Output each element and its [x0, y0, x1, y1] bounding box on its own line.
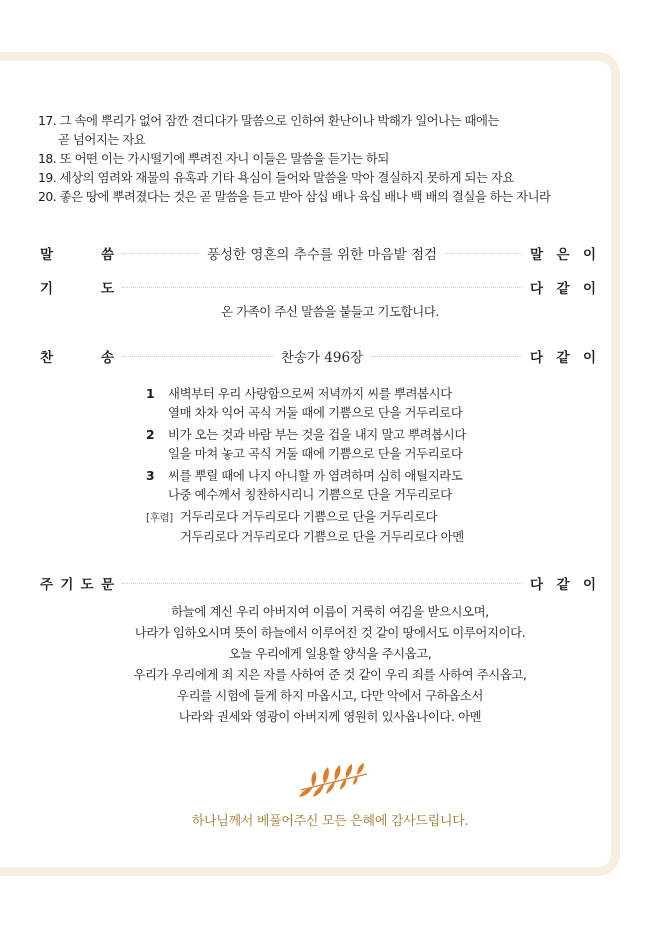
leader-dots: [122, 253, 199, 254]
stanza-number: 3: [146, 468, 155, 483]
leader-dots: [371, 356, 522, 357]
section-row-lords-prayer: [40, 573, 596, 593]
leader-char: 다: [530, 577, 544, 593]
label-char: 기: [60, 577, 74, 593]
verse-19: [38, 168, 618, 187]
hymn-chorus: [146, 508, 606, 546]
leader-char: 말: [530, 247, 544, 263]
hymn-stanza-1: [146, 385, 606, 422]
section-label-lords-prayer: [40, 573, 114, 593]
prayer-line: 나라가 임하오시며 뜻이 하늘에서 이루어진 것 같이 땅에서도 이루어지이다.: [134, 625, 526, 640]
verse-number: 20.: [38, 189, 57, 204]
leader-char: 은: [556, 247, 570, 263]
chorus-line: 거두리로다 거두리로다 기쁨으로 단을 거두리로다: [180, 509, 438, 524]
label-char: 씀: [100, 247, 114, 263]
prayer-line: 우리를 시험에 들게 하지 마옵시고, 다만 악에서 구하옵소서: [177, 688, 483, 703]
prayer-line: 나라와 권세와 영광이 아버지께 영원히 있사옵나이다. 아멘: [178, 709, 482, 724]
leader-char: 이: [582, 247, 596, 263]
prayer-text: 온 가족이 주신 말씀을 붙들고 기도합니다.: [221, 304, 439, 319]
hymn-lyrics: [146, 385, 606, 550]
sermon-title: 풍성한 영혼의 추수를 위한 마음밭 점검: [206, 247, 438, 263]
section-row-word: [40, 243, 596, 263]
leader-char: 같: [556, 577, 570, 593]
hymn-number: 찬송가 496장: [280, 350, 364, 366]
leader-char: 같: [556, 281, 570, 297]
section-row-prayer: [40, 277, 596, 297]
stanza-line: 나중 예수께서 칭찬하시리니 기쁨으로 단을 거두리로다: [168, 486, 452, 502]
verse-text: 또 어떤 이는 가시떨기에 뿌려진 자니 이들은 말씀을 듣기는 하되: [59, 151, 389, 166]
section-label-hymn: [40, 346, 114, 366]
label-char: 도: [100, 281, 114, 297]
section-leader-word: [530, 243, 596, 263]
prayer-line: 하늘에 계신 우리 아버지여 이름이 거룩히 여김을 받으시오며,: [171, 604, 489, 619]
section-row-hymn: [40, 346, 596, 366]
leader-char: 같: [556, 350, 570, 366]
label-char: 찬: [40, 350, 54, 366]
leader-char: 다: [530, 350, 544, 366]
verse-17: [38, 111, 618, 149]
stanza-line: 비가 오는 것과 바람 부는 것을 겁을 내지 말고 뿌려봅시다: [168, 427, 466, 442]
label-char: 송: [100, 350, 114, 366]
chorus-tag: [후렴]: [146, 512, 173, 524]
leader-char: 이: [582, 577, 596, 593]
leader-dots: [445, 253, 522, 254]
label-char: 문: [100, 577, 114, 593]
leader-dots: [122, 356, 273, 357]
section-leader-prayer: [530, 277, 596, 297]
section-leader-lords-prayer: [530, 573, 596, 593]
label-char: 기: [40, 281, 54, 297]
leader-dots: [122, 287, 522, 288]
verse-text: 그 속에 뿌리가 없어 잠깐 견디다가 말씀으로 인하여 환난이나 박해가 일어나는 때에는: [59, 113, 499, 128]
section-label-prayer: [40, 277, 114, 297]
verse-number: 17.: [38, 113, 57, 128]
verse-number: 18.: [38, 151, 57, 166]
closing-message: 하나님께서 베풀어주신 모든 은혜에 감사드립니다.: [191, 814, 469, 829]
verse-text-continued: 곧 넘어지는 자요: [58, 132, 146, 147]
verse-text: 세상의 염려와 재물의 유혹과 기타 욕심이 들어와 말씀을 막아 결실하지 못하게 되는 자요: [59, 170, 514, 185]
leader-char: 이: [582, 350, 596, 366]
stanza-line: 열매 차차 익어 곡식 거둘 때에 기쁨으로 단을 거두리로다: [168, 404, 463, 420]
label-char: 주: [40, 577, 54, 593]
stanza-line: 씨를 뿌릴 때에 나지 아니할 까 염려하며 심히 애틸지라도: [168, 468, 463, 483]
stanza-number: 2: [146, 427, 155, 442]
leader-char: 이: [582, 281, 596, 297]
prayer-line: 우리가 우리에게 죄 지은 자를 사하여 준 것 같이 우리 죄를 사하여 주시옵고,: [133, 667, 527, 682]
section-label-word: [40, 243, 114, 263]
hymn-stanza-2: [146, 426, 606, 463]
hymn-stanza-3: [146, 467, 606, 504]
prayer-line: 오늘 우리에게 일용할 양식을 주시옵고,: [228, 646, 432, 661]
leader-char: 다: [530, 281, 544, 297]
verse-18: [38, 149, 618, 168]
label-char: 도: [80, 577, 94, 593]
stanza-line: 새벽부터 우리 사랑함으로써 저녁까지 씨를 뿌려봅시다: [168, 386, 452, 401]
chorus-line: 거두리로다 거두리로다 기쁨으로 단을 거두리로다 아멘: [180, 528, 464, 544]
label-char: 말: [40, 247, 54, 263]
lords-prayer-text: [0, 601, 660, 727]
stanza-line: 일을 마쳐 놓고 곡식 거둘 때에 기쁨으로 단을 거두리로다: [168, 445, 463, 461]
verse-text: 좋은 땅에 뿌려졌다는 것은 곧 말씀을 듣고 받아 삼십 배나 육십 배나 백 배의 결실을 하는 자니라: [59, 189, 551, 204]
leader-dots: [122, 583, 522, 584]
verse-number: 19.: [38, 170, 57, 185]
verse-20: [38, 187, 618, 206]
scripture-verses: [38, 111, 618, 206]
section-leader-hymn: [530, 346, 596, 366]
wheat-leaf-icon: [297, 760, 371, 800]
stanza-number: 1: [146, 386, 155, 401]
